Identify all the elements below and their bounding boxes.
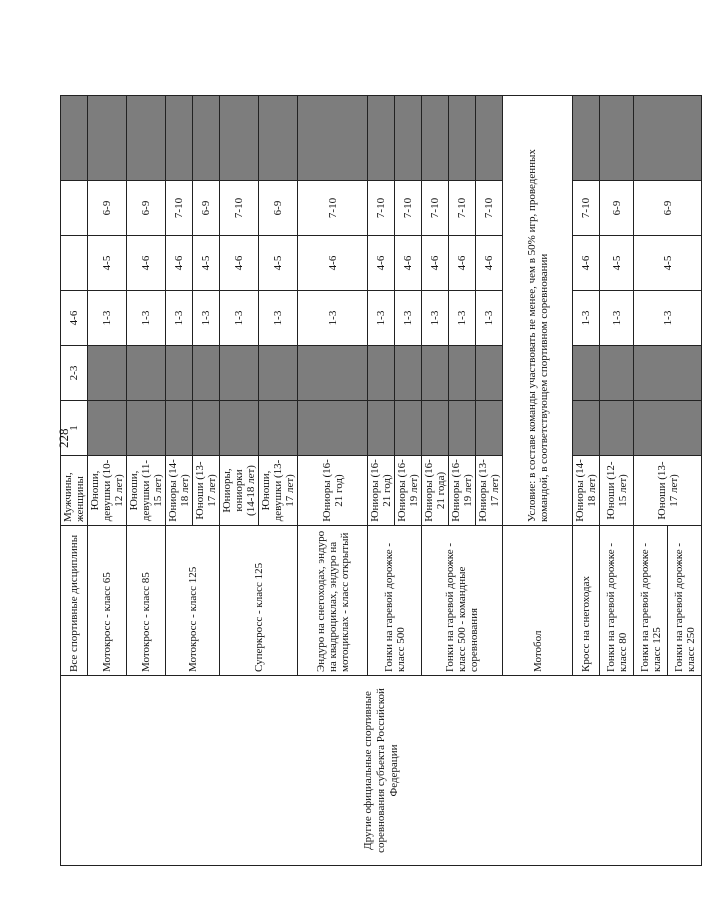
rank-cell-2-3 xyxy=(368,346,395,401)
rank-cell-col6: 7-10 xyxy=(220,181,259,236)
rank-cell-4-6: 1-3 xyxy=(259,291,298,346)
rank-cell-col5: 4-5 xyxy=(600,236,634,291)
rank-cell-col5: 4-6 xyxy=(422,236,449,291)
rank-cell-2-3 xyxy=(127,346,166,401)
rank-cell-4-6: 1-3 xyxy=(395,291,422,346)
rank-cell-1 xyxy=(634,401,702,456)
rank-cell-col5: 4-6 xyxy=(368,236,395,291)
rank-cell-4-6: 1-3 xyxy=(193,291,220,346)
rank-cell-col7 xyxy=(220,96,259,181)
rank-cell-4-6: 1-3 xyxy=(88,291,127,346)
rank-cell-col7 xyxy=(127,96,166,181)
rank-cell-4-6: 1-3 xyxy=(127,291,166,346)
rank-cell-col6: 7-10 xyxy=(422,181,449,236)
rank-cell-2-3 xyxy=(600,346,634,401)
rank-cell-col6: 7-10 xyxy=(368,181,395,236)
category-cell: Другие официальные спортивные соревнования субъекта Российской Федерации xyxy=(61,676,702,866)
rank-cell-1 xyxy=(573,401,600,456)
rank-cell-col7 xyxy=(88,96,127,181)
header-rank-1: 1 xyxy=(61,401,88,456)
rank-cell-4-6: 1-3 xyxy=(573,291,600,346)
rank-cell-2-3 xyxy=(166,346,193,401)
rank-cell-col5: 4-6 xyxy=(127,236,166,291)
rank-cell-1 xyxy=(127,401,166,456)
discipline-cell: Мотокросс - класс 125 xyxy=(166,526,220,676)
group-cell: Юноши (13-17 лет) xyxy=(634,456,702,526)
rank-cell-col5: 4-6 xyxy=(166,236,193,291)
header-row xyxy=(61,96,88,866)
rank-cell-2-3 xyxy=(88,346,127,401)
rank-cell-1 xyxy=(298,401,368,456)
discipline-cell: Мотобол xyxy=(503,526,573,676)
rank-cell-col7 xyxy=(298,96,368,181)
rank-cell-col6: 7-10 xyxy=(476,181,503,236)
rank-cell-1 xyxy=(395,401,422,456)
rank-cell-col5: 4-6 xyxy=(449,236,476,291)
header-rank-col7 xyxy=(61,96,88,181)
rank-cell-4-6: 1-3 xyxy=(449,291,476,346)
rank-cell-1 xyxy=(259,401,298,456)
rank-cell-2-3 xyxy=(476,346,503,401)
rank-cell-4-6: 1-3 xyxy=(476,291,503,346)
rank-cell-1 xyxy=(476,401,503,456)
rank-cell-col5: 4-5 xyxy=(259,236,298,291)
discipline-cell: Суперкросс - класс 125 xyxy=(220,526,298,676)
rank-cell-col5: 4-5 xyxy=(193,236,220,291)
rank-cell-col5: 4-6 xyxy=(573,236,600,291)
rank-cell-1 xyxy=(166,401,193,456)
rank-cell-col6: 6-9 xyxy=(193,181,220,236)
rank-cell-col5: 4-6 xyxy=(220,236,259,291)
rank-table xyxy=(60,95,702,866)
rank-cell-4-6: 1-3 xyxy=(166,291,193,346)
rank-cell-2-3 xyxy=(193,346,220,401)
header-rank-col5 xyxy=(61,236,88,291)
rank-cell-4-6: 1-3 xyxy=(220,291,259,346)
rank-cell-col7 xyxy=(449,96,476,181)
group-cell: Юниоры (16-21 год) xyxy=(368,456,395,526)
group-cell: Юниоры, юниорки (14-18 лет) xyxy=(220,456,259,526)
header-rank-4-6: 4-6 xyxy=(61,291,88,346)
discipline-cell: Мотокросс - класс 65 xyxy=(88,526,127,676)
rank-cell-col6: 7-10 xyxy=(573,181,600,236)
rank-cell-2-3 xyxy=(259,346,298,401)
group-cell: Юноши, девушки (11-15 лет) xyxy=(127,456,166,526)
rank-cell-1 xyxy=(422,401,449,456)
discipline-cell: Гонки на гаревой дорожке - класс 500 - командные соревнования xyxy=(422,526,503,676)
rank-cell-1 xyxy=(220,401,259,456)
rank-cell-col7 xyxy=(476,96,503,181)
rank-cell-col7 xyxy=(573,96,600,181)
discipline-cell: Мотокросс - класс 85 xyxy=(127,526,166,676)
page-number: 228 xyxy=(56,428,71,448)
group-cell: Юноши (13-17 лет) xyxy=(193,456,220,526)
group-cell: Юноши, девушки (13-17 лет) xyxy=(259,456,298,526)
rank-cell-1 xyxy=(88,401,127,456)
rank-cell-col6: 6-9 xyxy=(127,181,166,236)
rank-cell-col7 xyxy=(166,96,193,181)
rotated-table-container xyxy=(60,96,697,866)
rank-cell-1 xyxy=(449,401,476,456)
rank-cell-4-6: 1-3 xyxy=(368,291,395,346)
rank-cell-col6: 6-9 xyxy=(600,181,634,236)
group-cell: Юниоры (16-19 лет) xyxy=(449,456,476,526)
rank-cell-col5: 4-6 xyxy=(298,236,368,291)
discipline-cell: Кросс на снегоходах xyxy=(573,526,600,676)
discipline-cell: Гонки на гаревой дорожке - класс 500 xyxy=(368,526,422,676)
header-gender: Мужчины, женщины xyxy=(61,456,88,526)
header-disciplines: Все спортивные дисциплины xyxy=(61,526,88,676)
header-rank-col6 xyxy=(61,181,88,236)
rank-cell-2-3 xyxy=(220,346,259,401)
rank-cell-4-6: 1-3 xyxy=(422,291,449,346)
rank-cell-col6: 6-9 xyxy=(88,181,127,236)
group-cell: Юниоры (16-21 год) xyxy=(298,456,368,526)
rank-cell-col5: 4-6 xyxy=(476,236,503,291)
rank-cell-1 xyxy=(368,401,395,456)
rank-cell-col6: 7-10 xyxy=(298,181,368,236)
rank-cell-4-6: 1-3 xyxy=(298,291,368,346)
rank-cell-col6: 7-10 xyxy=(449,181,476,236)
rank-cell-2-3 xyxy=(634,346,702,401)
group-cell: Юниоры (13-17 лет) xyxy=(476,456,503,526)
rank-cell-2-3 xyxy=(422,346,449,401)
rank-cell-2-3 xyxy=(573,346,600,401)
discipline-cell: Гонки на гаревой дорожке - класс 125 xyxy=(634,526,668,676)
rank-cell-col7 xyxy=(259,96,298,181)
rank-cell-col7 xyxy=(193,96,220,181)
discipline-cell: Эндуро на снегоходах, эндуро на квадроциклах, эндуро на мотоциклах - класс открытый xyxy=(298,526,368,676)
rank-cell-col5: 4-5 xyxy=(634,236,702,291)
discipline-cell: Гонки на гаревой дорожке - класс 250 xyxy=(668,526,702,676)
rank-cell-col6: 7-10 xyxy=(166,181,193,236)
rank-cell-4-6: 1-3 xyxy=(600,291,634,346)
group-cell: Юниоры (16-19 лет) xyxy=(395,456,422,526)
rank-cell-col7 xyxy=(395,96,422,181)
group-cell: Юниоры (14-18 лет) xyxy=(166,456,193,526)
rank-cell-4-6: 1-3 xyxy=(634,291,702,346)
rank-cell-2-3 xyxy=(449,346,476,401)
rank-cell-col5: 4-6 xyxy=(395,236,422,291)
rank-cell-1 xyxy=(193,401,220,456)
group-cell: Юниоры (16-21 года) xyxy=(422,456,449,526)
group-cell: Юниоры (14-18 лет) xyxy=(573,456,600,526)
group-cell: Юноши, девушки (10-12 лет) xyxy=(88,456,127,526)
motobol-condition: Условие: в составе команды участвовать не менее, чем в 50% игр, проведенных командой, в соответствующем спортивном соревновании xyxy=(503,96,573,526)
header-rank-2-3: 2-3 xyxy=(61,346,88,401)
rank-cell-col6: 7-10 xyxy=(395,181,422,236)
rank-cell-col7 xyxy=(600,96,634,181)
rank-cell-col7 xyxy=(368,96,395,181)
rank-cell-col7 xyxy=(634,96,702,181)
rank-cell-col5: 4-5 xyxy=(88,236,127,291)
rank-cell-col6: 6-9 xyxy=(259,181,298,236)
group-cell: Юноши (12-15 лет) xyxy=(600,456,634,526)
discipline-cell: Гонки на гаревой дорожке - класс 80 xyxy=(600,526,634,676)
rank-cell-2-3 xyxy=(395,346,422,401)
rank-cell-col6: 6-9 xyxy=(634,181,702,236)
rank-cell-2-3 xyxy=(298,346,368,401)
rank-cell-col7 xyxy=(422,96,449,181)
rank-cell-1 xyxy=(600,401,634,456)
